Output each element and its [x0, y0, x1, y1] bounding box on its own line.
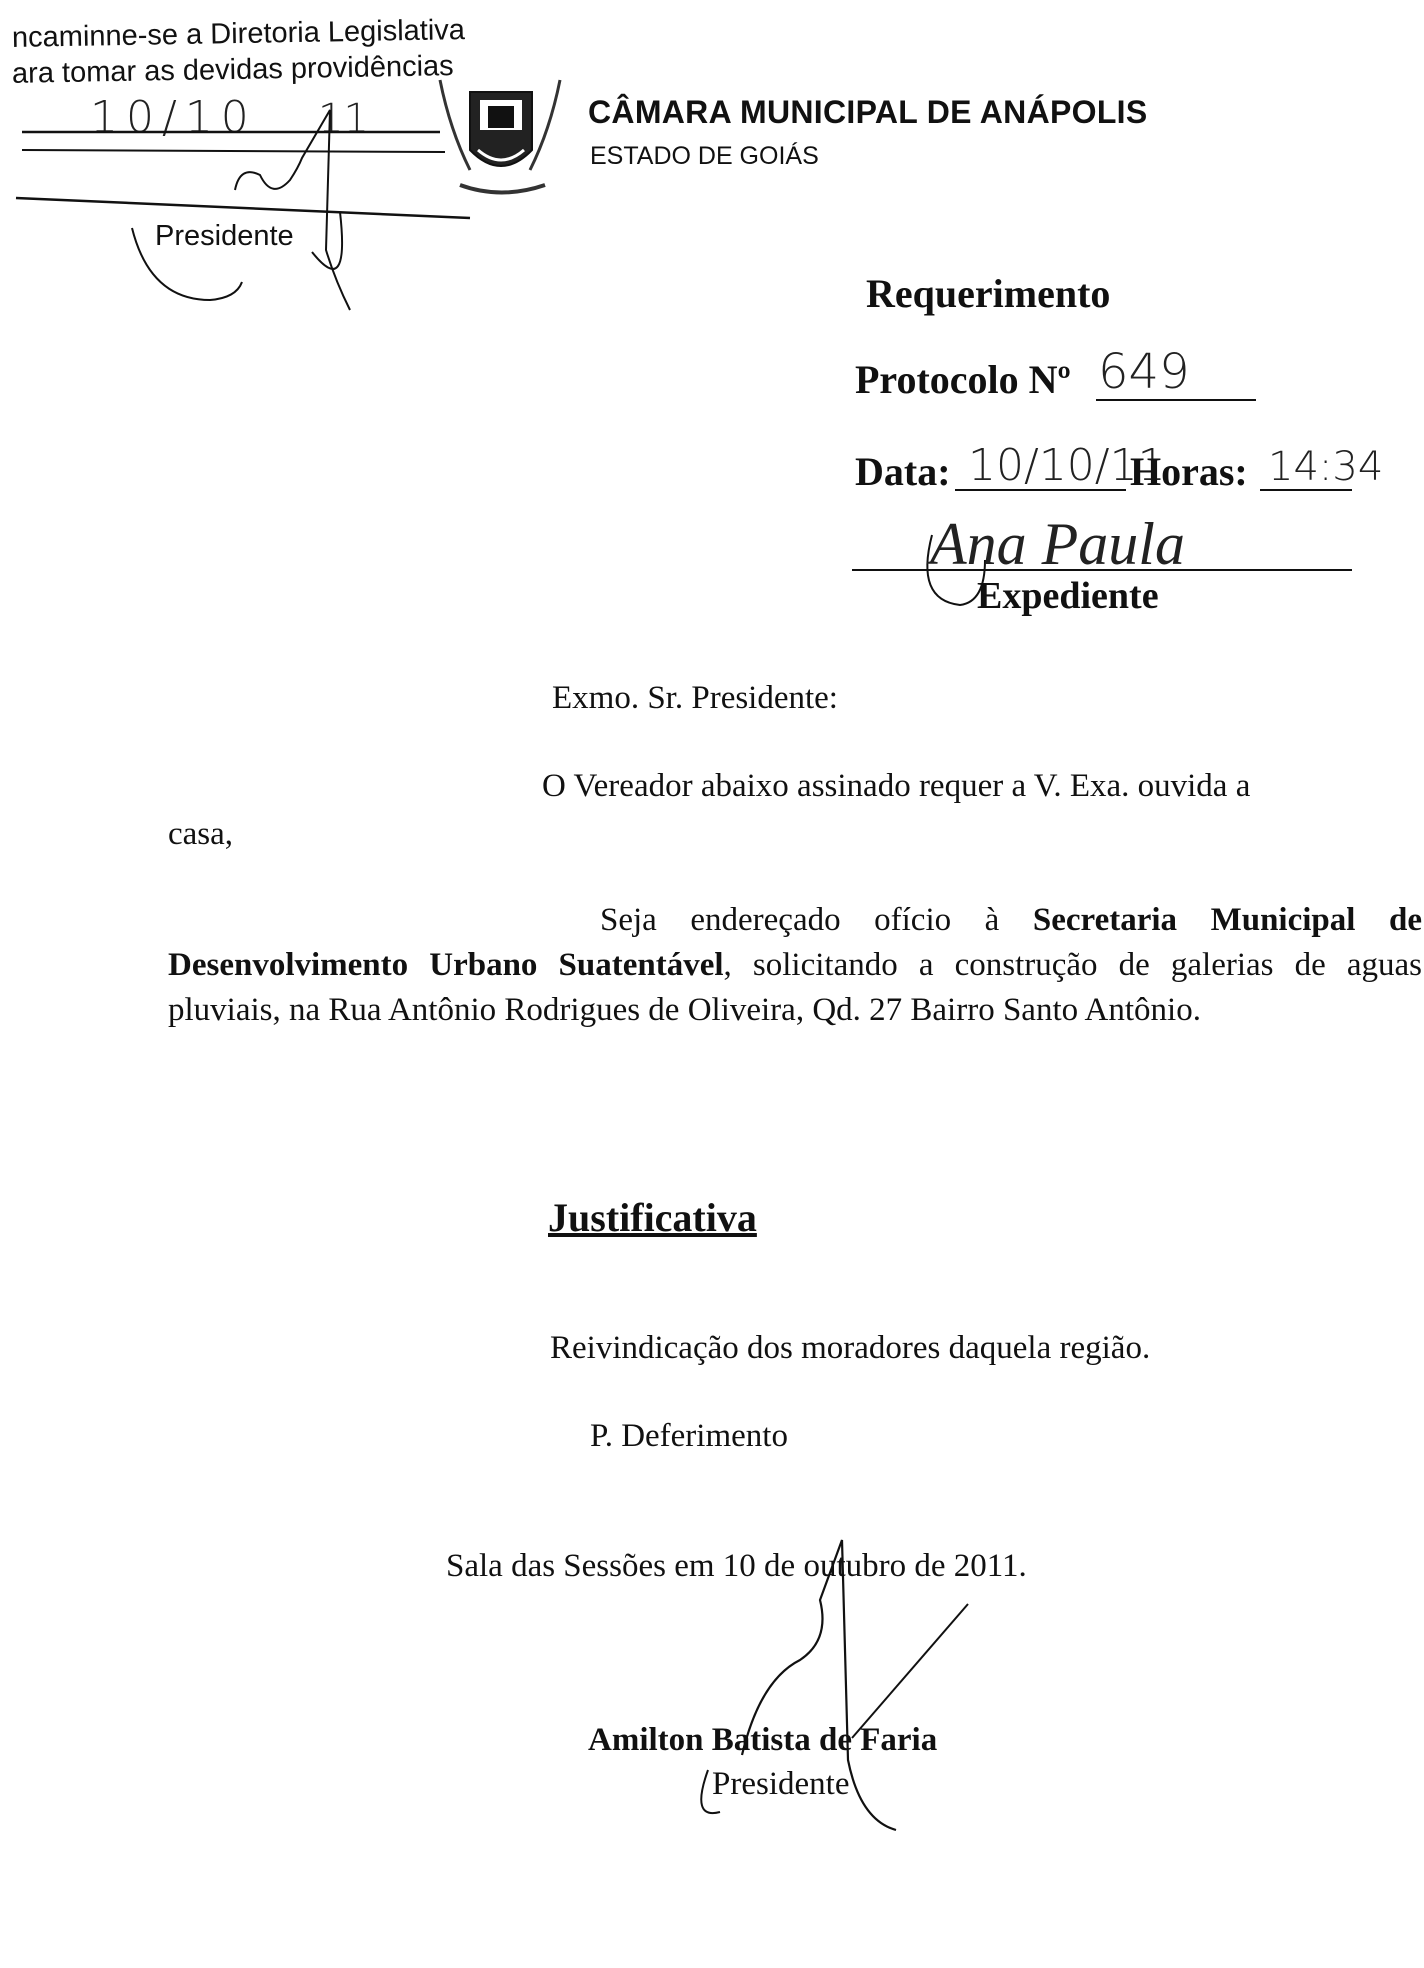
stamp-role-label: Presidente [155, 220, 294, 252]
stamp-forward-line1: ncaminne-se a Diretoria Legislativa [11, 14, 466, 54]
justification-text: Reivindicação dos moradores daquela região. [550, 1330, 1151, 1366]
request-lead: Seja endereçado ofício à [600, 902, 1033, 938]
date-value: 10/10/11 [968, 440, 1166, 491]
intro-line-2: casa, [168, 816, 234, 852]
stamp-handwritten-year: 11 [318, 96, 369, 142]
place-and-date: Sala das Sessões em 10 de outubro de 2011. [446, 1548, 1027, 1584]
institution-title: CÂMARA MUNICIPAL DE ANÁPOLIS [588, 94, 1148, 130]
expediente-label: Expediente [977, 575, 1159, 617]
state-subtitle: ESTADO DE GOIÁS [590, 142, 819, 170]
expediente-signature: Ana Paula [930, 511, 1185, 577]
protocol-label: Protocolo Nº [855, 357, 1071, 402]
closing-text: P. Deferimento [590, 1418, 788, 1454]
protocol-number: 649 [1098, 344, 1190, 400]
signer-role: Presidente [712, 1766, 850, 1802]
request-recipient: Secretaria Municipal de Desenvolvimento Urbano Suatentável [168, 902, 1422, 983]
request-paragraph [168, 898, 1422, 1033]
date-label: Data: [855, 449, 951, 494]
stamp-forward-line2: ara tomar as devidas providências [11, 50, 454, 90]
stamp-handwritten-date: 10/10 [90, 92, 257, 143]
document-type-title: Requerimento [866, 271, 1111, 316]
signer-name: Amilton Batista de Faria [588, 1722, 938, 1758]
request-rest: , solicitando a construção de galerias de aguas pluviais, na Rua Antônio Rodrigues de Oliveira, Qd. 27 Bairro Santo Antônio. [168, 947, 1422, 1028]
justification-title: Justificativa [548, 1195, 757, 1240]
intro-line-1: O Vereador abaixo assinado requer a V. Exa. ouvida a [542, 768, 1251, 804]
hours-label: Horas: [1130, 449, 1248, 494]
hours-value: 14:34 [1268, 444, 1384, 490]
coat-of-arms-icon [440, 80, 560, 193]
greeting: Exmo. Sr. Presidente: [552, 680, 838, 716]
